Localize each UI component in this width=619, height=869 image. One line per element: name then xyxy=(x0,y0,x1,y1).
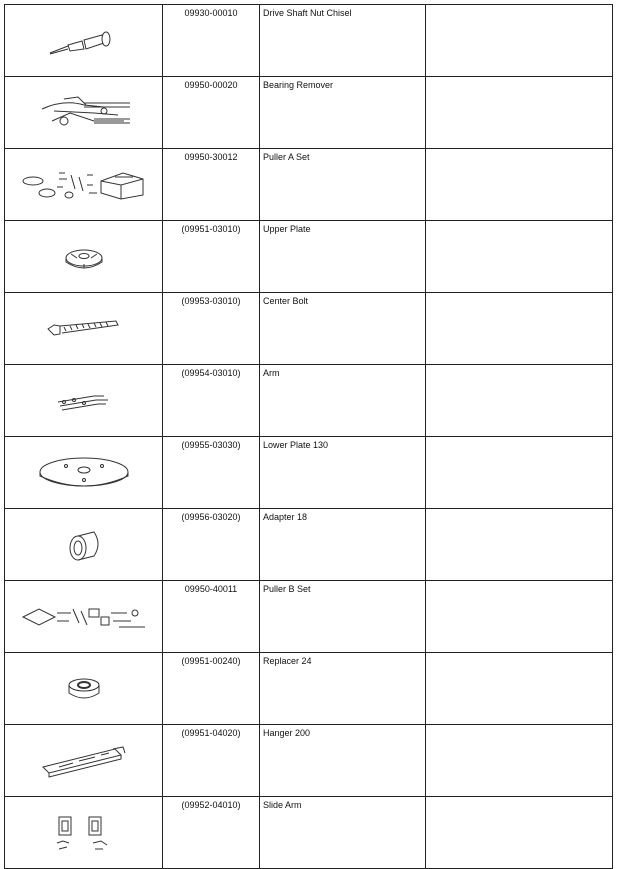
part-number: 09950-40011 xyxy=(163,581,260,653)
tool-image-cell xyxy=(5,5,163,77)
adapter-icon xyxy=(64,526,104,564)
table-row xyxy=(5,149,613,221)
tool-name: Center Bolt xyxy=(260,293,426,365)
tool-name: Arm xyxy=(260,365,426,437)
part-number: (09955-03030) xyxy=(163,437,260,509)
tool-image-cell xyxy=(5,797,163,869)
chisel-icon xyxy=(44,21,124,61)
part-number: (09953-03010) xyxy=(163,293,260,365)
notes-cell xyxy=(426,581,613,653)
tool-image-cell xyxy=(5,581,163,653)
table-row xyxy=(5,437,613,509)
part-number: (09951-00240) xyxy=(163,653,260,725)
part-number: (09956-03020) xyxy=(163,509,260,581)
part-number: (09951-04020) xyxy=(163,725,260,797)
table-row xyxy=(5,293,613,365)
tool-image-cell xyxy=(5,653,163,725)
tool-name: Upper Plate xyxy=(260,221,426,293)
notes-cell xyxy=(426,77,613,149)
tool-image-cell xyxy=(5,77,163,149)
part-number: 09950-30012 xyxy=(163,149,260,221)
tool-image-cell xyxy=(5,221,163,293)
notes-cell xyxy=(426,365,613,437)
puller-b-set-icon xyxy=(19,599,149,635)
table-row xyxy=(5,797,613,869)
tool-name: Drive Shaft Nut Chisel xyxy=(260,5,426,77)
puller-set-icon xyxy=(19,165,149,205)
notes-cell xyxy=(426,437,613,509)
table-row xyxy=(5,5,613,77)
part-number: (09951-03010) xyxy=(163,221,260,293)
table-row xyxy=(5,509,613,581)
part-number: 09950-00020 xyxy=(163,77,260,149)
notes-cell xyxy=(426,5,613,77)
notes-cell xyxy=(426,149,613,221)
hanger-icon xyxy=(39,741,129,781)
tool-image-cell xyxy=(5,725,163,797)
upper-plate-icon xyxy=(59,240,109,274)
notes-cell xyxy=(426,725,613,797)
table-row xyxy=(5,581,613,653)
tool-name: Hanger 200 xyxy=(260,725,426,797)
tool-name: Puller A Set xyxy=(260,149,426,221)
tool-name: Puller B Set xyxy=(260,581,426,653)
tool-name: Slide Arm xyxy=(260,797,426,869)
table-row xyxy=(5,365,613,437)
tool-image-cell xyxy=(5,149,163,221)
tool-image-cell xyxy=(5,437,163,509)
table-row xyxy=(5,653,613,725)
replacer-icon xyxy=(64,673,104,705)
tool-image-cell xyxy=(5,293,163,365)
lower-plate-icon xyxy=(36,450,132,496)
part-number: 09930-00010 xyxy=(163,5,260,77)
tools-table xyxy=(4,4,613,869)
slide-arm-icon xyxy=(49,811,119,855)
bearing-remover-icon xyxy=(34,91,134,135)
tool-name: Bearing Remover xyxy=(260,77,426,149)
tool-name: Adapter 18 xyxy=(260,509,426,581)
notes-cell xyxy=(426,797,613,869)
table-row xyxy=(5,725,613,797)
tool-image-cell xyxy=(5,509,163,581)
part-number: (09952-04010) xyxy=(163,797,260,869)
part-number: (09954-03010) xyxy=(163,365,260,437)
notes-cell xyxy=(426,293,613,365)
center-bolt-icon xyxy=(44,317,124,341)
tool-name: Lower Plate 130 xyxy=(260,437,426,509)
tool-image-cell xyxy=(5,365,163,437)
table-row xyxy=(5,221,613,293)
tool-name: Replacer 24 xyxy=(260,653,426,725)
notes-cell xyxy=(426,653,613,725)
table-row xyxy=(5,77,613,149)
arm-icon xyxy=(54,390,114,412)
notes-cell xyxy=(426,221,613,293)
notes-cell xyxy=(426,509,613,581)
